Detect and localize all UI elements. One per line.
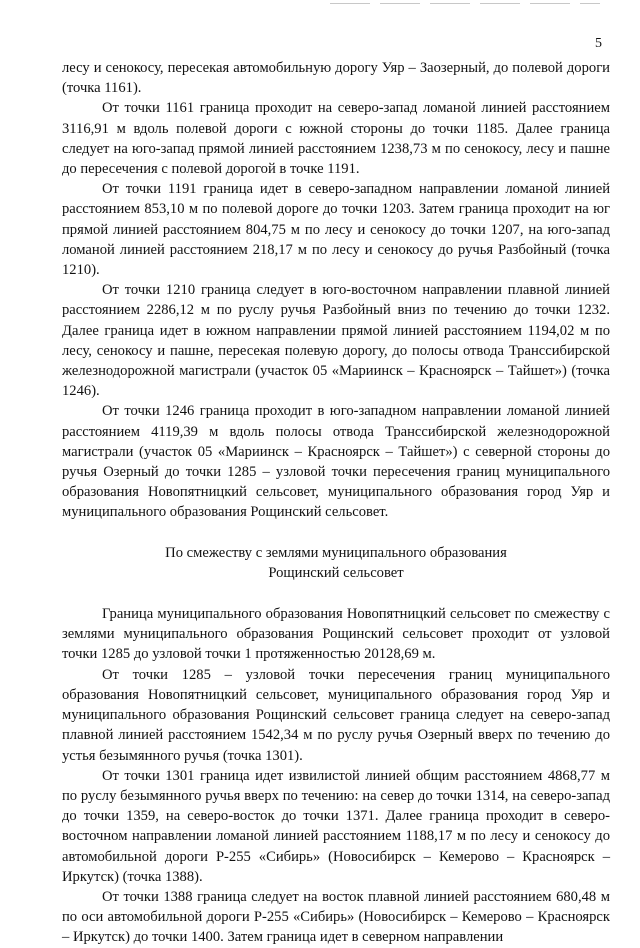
paragraph: От точки 1246 граница проходит в юго-западном направлении ломаной линией расстоянием 4119,39 м вдоль полосы отвода Транссибирской железнодорожной магистрали (участок 05 «Мариинск – Красноярск – Тайшет») с северной стороны до ручья Озерный до точки 1285 – узловой точки пересечения границ муниципального образования Новопятницкий сельсовет, муниципального образования город Уяр и муниципального образования Рощинский сельсовет. xyxy=(62,403,610,521)
paragraph: От точки 1191 граница идет в северо-западном направлении ломаной линией расстоянием 853,10 м по полевой дороге до точки 1203. Затем граница проходит на юг прямой линией расстоянием 804,75 м по лесу и сенокосу до точки 1207, на юго-запад ломаной линией расстоянием 218,17 м по лесу и сенокосу до ручья Разбойный (точка 1210). xyxy=(62,181,610,279)
paragraph: Граница муниципального образования Новопятницкий сельсовет по смежеству с землями муниципального образования Рощинский сельсовет проходит от узловой точки 1285 до узловой точки 1 протяженностью 20128,69 м. xyxy=(62,606,610,663)
paragraph: лесу и сенокосу, пересекая автомобильную дорогу Уяр – Заозерный, до полевой дороги (точка 1161). xyxy=(62,60,610,97)
paragraph: От точки 1388 граница следует на восток плавной линией расстоянием 680,48 м по оси автомобильной дороги Р-255 «Сибирь» (Новосибирск – Кемерово – Красноярск – Иркутск) до точки 1400. Затем граница идет в северном направлении xyxy=(62,888,610,946)
paragraph: От точки 1161 граница проходит на северо-запад ломаной линией расстоянием 3116,91 м вдоль полевой дороги с южной стороны до точки 1185. Далее граница следует на юго-запад прямой линией расстоянием 1238,73 м по сенокосу, лесу и пашне до пересечения с полевой дорогой в точке 1191. xyxy=(62,100,610,178)
scan-edge-line xyxy=(330,3,600,4)
paragraph: От точки 1210 граница следует в юго-восточном направлении плавной линией расстоянием 2286,12 м по руслу ручья Разбойный вниз по течению до точки 1232. Далее граница идет в южном направлении прямой линией расстоянием 1194,02 м по лесу, сенокосу и пашне, пересекая полевую дорогу, до полосы отвода Транссибирской железнодорожной магистрали (участок 05 «Мариинск – Красноярск – Тайшет») (точка 1246). xyxy=(62,282,610,400)
paragraph: От точки 1301 граница идет извилистой линией общим расстоянием 4868,77 м по руслу безымянного ручья вверх по течению: на север до точки 1314, на северо-запад до точки 1359, на северо-восток до точки 1371. Далее граница проходит в северо-восточном направлении ломаной линией расстоянием 1188,17 м по лесу и сенокосу до автомобильной дороги Р-255 «Сибирь» (Новосибирск – Кемерово – Красноярск – Иркутск) (точка 1388). xyxy=(62,767,610,885)
paragraph: От точки 1285 – узловой точки пересечения границ муниципального образования Новопятницкий сельсовет, муниципального образования город Уяр и муниципального образования Рощинский сельсовет граница следует на северо-запад плавной линией расстоянием 1542,34 м по руслу ручья Озерный вверх по течению до устья безымянного ручья (точка 1301). xyxy=(62,666,610,764)
section-heading xyxy=(62,543,610,583)
section-heading-line: По смежеству с землями муниципального образования xyxy=(165,544,507,561)
section-heading-line: Рощинский сельсовет xyxy=(268,564,404,581)
document-body xyxy=(62,58,610,948)
page-number: 5 xyxy=(595,36,602,51)
